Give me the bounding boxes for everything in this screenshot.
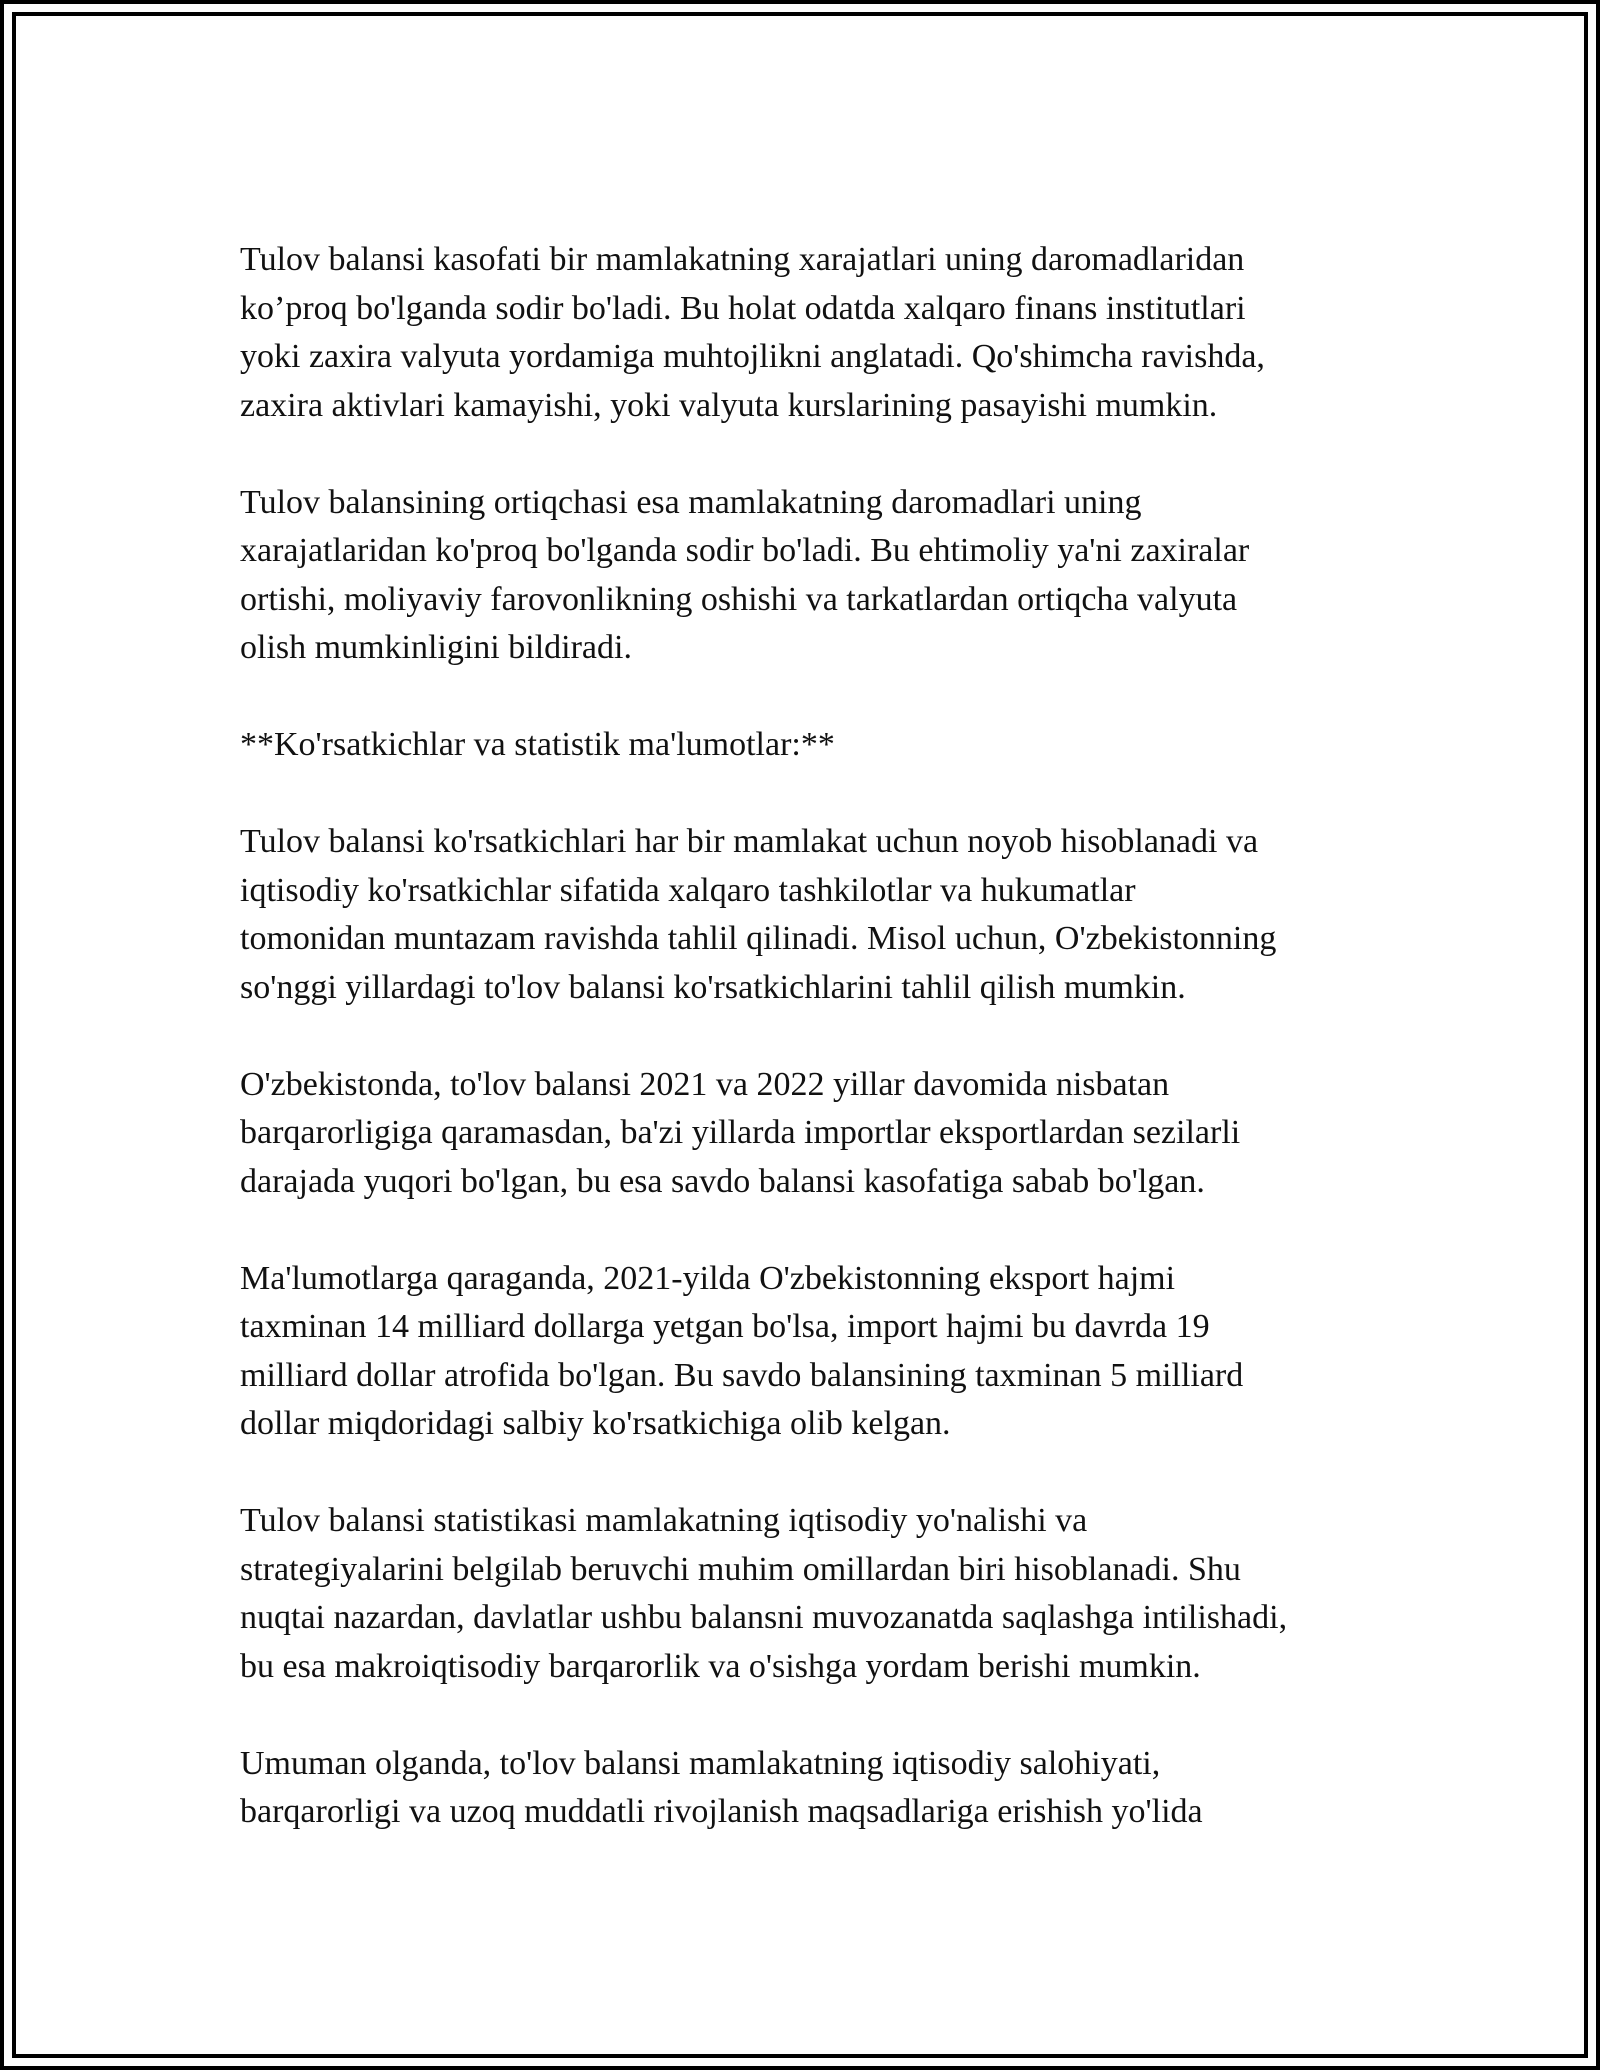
text-line: Tulov balansi statistikasi mamlakatning iqtisodiy yo'nalishi va bbox=[240, 1502, 1088, 1539]
text-line: darajada yuqori bo'lgan, bu esa savdo balansi kasofatiga sabab bo'lgan. bbox=[240, 1162, 1205, 1200]
text-line: xarajatlaridan ko'proq bo'lganda sodir bo'ladi. Bu ehtimoliy ya'ni zaxiralar bbox=[240, 532, 1250, 569]
text-line: olish mumkinligini bildiradi. bbox=[240, 629, 632, 666]
paragraph-7 bbox=[240, 1740, 1420, 1837]
text-line: yoki zaxira valyuta yordamiga muhtojlikni anglatadi. Qo'shimcha ravishda, bbox=[240, 338, 1265, 375]
paragraph-5 bbox=[240, 1255, 1420, 1449]
section-heading bbox=[240, 721, 1420, 770]
text-line: tomonidan muntazam ravishda tahlil qilinadi. Misol uchun, O'zbekistonning bbox=[240, 920, 1277, 957]
paragraph-1 bbox=[240, 236, 1420, 430]
text-line: bu esa makroiqtisodiy barqarorlik va o'sishga yordam berishi mumkin. bbox=[240, 1647, 1201, 1685]
text-line: barqarorligi va uzoq muddatli rivojlanish maqsadlariga erishish yo'lida bbox=[240, 1793, 1203, 1830]
paragraph-2 bbox=[240, 479, 1420, 673]
text-line: strategiyalarini belgilab beruvchi muhim omillardan biri hisoblanadi. Shu bbox=[240, 1550, 1241, 1588]
paragraph-6 bbox=[240, 1497, 1420, 1691]
text-line: milliard dollar atrofida bo'lgan. Bu savdo balansining taxminan 5 milliard bbox=[240, 1356, 1244, 1394]
text-line: ko’proq bo'lganda sodir bo'ladi. Bu holat odatda xalqaro finans institutlari bbox=[240, 289, 1246, 327]
text-line: Ma'lumotlarga qaraganda, 2021-yilda O'zbekistonning eksport hajmi bbox=[240, 1259, 1176, 1297]
document-body bbox=[240, 236, 1420, 1885]
text-line: dollar miqdoridagi salbiy ko'rsatkichiga olib kelgan. bbox=[240, 1405, 951, 1442]
text-line: Tulov balansining ortiqchasi esa mamlakatning daromadlari uning bbox=[240, 483, 1142, 521]
text-line: Umuman olganda, to'lov balansi mamlakatning iqtisodiy salohiyati, bbox=[240, 1744, 1161, 1782]
text-line: O'zbekistonda, to'lov balansi 2021 va 2022 yillar davomida nisbatan bbox=[240, 1065, 1170, 1103]
text-line: so'nggi yillardagi to'lov balansi ko'rsatkichlarini tahlil qilish mumkin. bbox=[240, 968, 1186, 1006]
paragraph-4 bbox=[240, 1061, 1420, 1207]
text-line: taxminan 14 milliard dollarga yetgan bo'lsa, import hajmi bu davrda 19 bbox=[240, 1308, 1210, 1345]
text-line: **Ko'rsatkichlar va statistik ma'lumotlar:** bbox=[240, 726, 835, 763]
text-line: iqtisodiy ko'rsatkichlar sifatida xalqaro tashkilotlar va hukumatlar bbox=[240, 871, 1136, 909]
text-line: zaxira aktivlari kamayishi, yoki valyuta kurslarining pasayishi mumkin. bbox=[240, 386, 1218, 424]
text-line: Tulov balansi kasofati bir mamlakatning xarajatlari uning daromadlaridan bbox=[240, 241, 1245, 278]
paragraph-3 bbox=[240, 818, 1420, 1012]
text-line: nuqtai nazardan, davlatlar ushbu balansni muvozanatda saqlashga intilishadi, bbox=[240, 1599, 1288, 1636]
text-line: barqarorligiga qaramasdan, ba'zi yillarda importlar eksportlardan sezilarli bbox=[240, 1114, 1241, 1151]
text-line: ortishi, moliyaviy farovonlikning oshishi va tarkatlardan ortiqcha valyuta bbox=[240, 580, 1238, 618]
text-line: Tulov balansi ko'rsatkichlari har bir mamlakat uchun noyob hisoblanadi va bbox=[240, 823, 1259, 860]
